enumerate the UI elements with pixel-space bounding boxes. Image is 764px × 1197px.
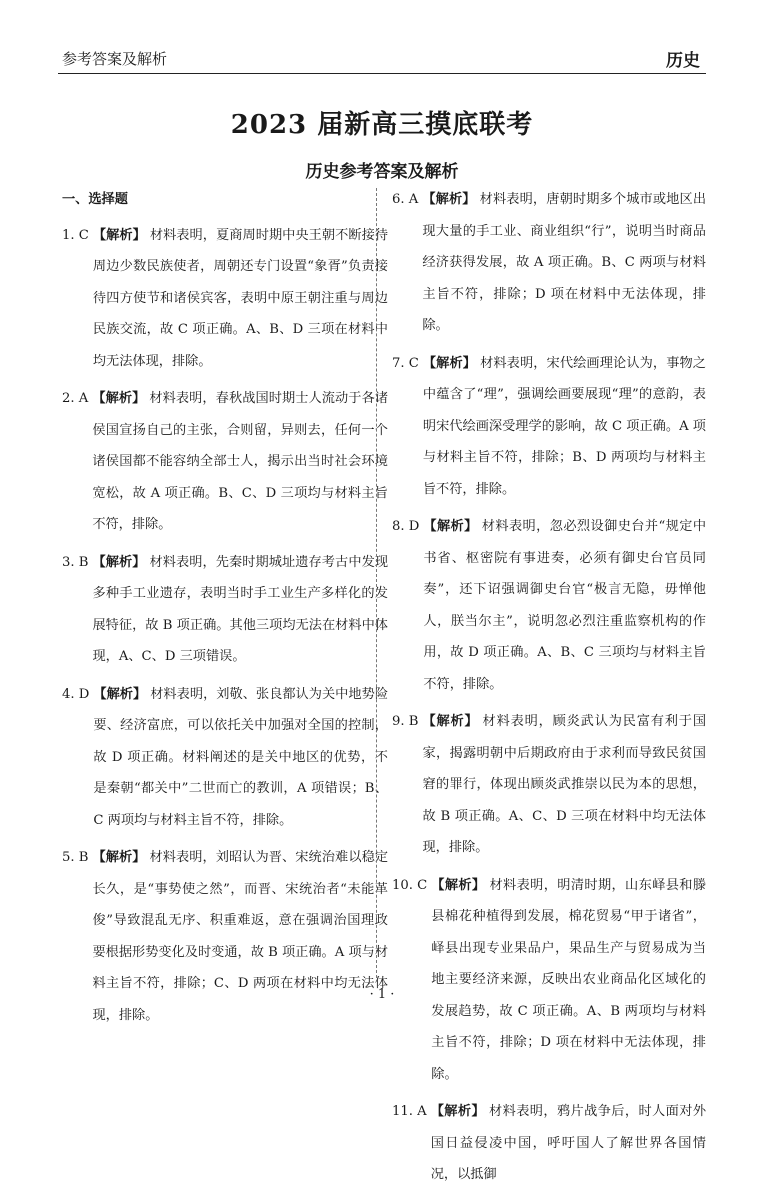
explanation-text: 材料表明，春秋战国时期士人流动于各诸侯国宣扬自己的主张，合则留，异则去，任何一个诸侯国都不能容纳全部士人，揭示出当时社会环境宽松，故 A 项正确。B、C、D 三项均与材料主旨不符，排除。 xyxy=(92,391,389,532)
analysis-tag: 【解析】 xyxy=(92,554,146,570)
answer-explanation xyxy=(423,511,706,700)
answer-number: 10. C xyxy=(392,877,428,893)
analysis-tag: 【解析】 xyxy=(423,519,478,534)
answer-item xyxy=(392,184,706,342)
page-number: · 1 · xyxy=(369,987,395,1002)
answer-explanation xyxy=(92,547,388,673)
explanation-text: 材料表明，先秦时期城址遗存考古中发现多种手工业遗存，表明当时手工业生产多样化的发展特征，故 B 项正确。其他三项均无法在材料中体现，A、C、D 三项错误。 xyxy=(92,554,389,664)
answer-number: 9. B xyxy=(392,714,419,729)
explanation-text: 材料表明，刘敬、张良都认为关中地势险要、经济富庶，可以依托关中加强对全国的控制，故 D 项正确。材料阐述的是关中地区的优势，不是秦朝“都关中”二世而亡的教训，A 项错误；B、C 两项均与材料主旨不符，排除。 xyxy=(93,686,389,828)
analysis-tag: 【解析】 xyxy=(422,192,476,207)
answer-item xyxy=(392,511,706,700)
answer-item xyxy=(62,383,388,541)
header-rule xyxy=(58,73,706,74)
page-subtitle: 历史参考答案及解析 xyxy=(305,162,459,182)
answer-item xyxy=(392,706,706,864)
answer-explanation xyxy=(92,842,388,1031)
explanation-text: 材料表明，忽必烈设御史台并“规定中书省、枢密院有事进奏，必须有御史台官员同奏”，还下诏强调御史台官“极言无隐，毋惮他人，朕当尔主”，说明忽必烈注重监察机构的作用，故 D 项正确。A、B、C 三项均与材料主旨不符，排除。 xyxy=(423,519,707,692)
answer-explanation xyxy=(431,1096,706,1191)
header-doc-type: 参考答案及解析 xyxy=(62,50,168,68)
section-heading: 一、选择题 xyxy=(62,192,128,207)
answer-number: 3. B xyxy=(62,554,89,570)
answer-item xyxy=(62,842,388,1031)
left-column xyxy=(62,184,388,1037)
analysis-tag: 【解析】 xyxy=(422,714,479,729)
explanation-text: 材料表明，宋代绘画理论认为，事物之中蕴含了“理”，强调绘画要展现“理”的意韵，表明宋代绘画深受理学的影响，故 C 项正确。A 项与材料主旨不符，排除；B、D 两项均与材料主旨不符，排除。 xyxy=(422,355,706,497)
analysis-tag: 【解析】 xyxy=(422,355,477,371)
explanation-text: 材料表明，顾炎武认为民富有利于国家，揭露明朝中后期政府由于求利而导致民贫国窘的罪行，体现出顾炎武推崇以民为本的思想，故 B 项正确。A、C、D 三项在材料中均无法体现，排除。 xyxy=(422,714,707,855)
explanation-text: 材料表明，明清时期，山东峄县和滕县棉花种植得到发展，棉花贸易“甲于诸省”，峄县出现专业果品户，果品生产与贸易成为当地主要经济来源，反映出农业商品化区域化的发展趋势，故 C 项正确。A、B 两项均与材料主旨不符，排除；D 项在材料中无法体现，排除。 xyxy=(431,877,707,1082)
answer-number: 8. D xyxy=(392,519,420,534)
answer-item xyxy=(62,220,388,378)
analysis-tag: 【解析】 xyxy=(430,1104,486,1119)
answer-explanation xyxy=(423,348,706,506)
analysis-tag: 【解析】 xyxy=(92,391,146,406)
analysis-tag: 【解析】 xyxy=(92,227,146,243)
left-answer-list xyxy=(62,220,388,1032)
answer-number: 6. A xyxy=(392,192,419,207)
explanation-text: 材料表明，夏商周时期中央王朝不断接待周边少数民族使者，周朝还专门设置“象胥”负责接待四方使节和诸侯宾客，表明中原王朝注重与周边民族交流，故 C 项正确。A、B、D 三项在材料中均无法体现，排除。 xyxy=(92,227,389,369)
column-divider xyxy=(376,188,377,978)
analysis-tag: 【解析】 xyxy=(93,686,147,702)
answer-item xyxy=(62,547,388,673)
answer-item xyxy=(392,870,706,1091)
answer-explanation xyxy=(93,679,388,837)
answer-explanation xyxy=(431,870,706,1091)
right-column xyxy=(392,184,706,1197)
answer-number: 2. A xyxy=(62,391,89,406)
header-subject: 历史 xyxy=(666,51,700,71)
answer-explanation xyxy=(93,220,388,378)
page-title: 2023 届新高三摸底联考 xyxy=(230,110,534,140)
answer-number: 11. A xyxy=(392,1104,427,1119)
analysis-tag: 【解析】 xyxy=(431,877,486,893)
explanation-text: 材料表明，唐朝时期多个城市或地区出现大量的手工业、商业组织“行”，说明当时商品经济获得发展，故 A 项正确。B、C 两项与材料主旨不符，排除；D 项在材料中无法体现，排除。 xyxy=(422,192,707,333)
answer-explanation xyxy=(92,383,388,541)
answer-number: 7. C xyxy=(392,355,419,371)
answer-number: 4. D xyxy=(62,686,90,702)
answer-number: 1. C xyxy=(62,227,89,243)
explanation-text: 材料表明，鸦片战争后，时人面对外国日益侵凌中国，呼吁国人了解世界各国情况，以抵御 xyxy=(430,1104,707,1182)
answer-explanation xyxy=(422,706,706,864)
explanation-text: 材料表明，刘昭认为晋、宋统治难以稳定长久，是“事势使之然”，而晋、宋统治者“未能革俊”导致混乱无序、积重难返，意在强调治国理政要根据形势变化及时变通，故 B 项正确。A 项与材料主旨不符，排除；C、D 两项在材料中均无法体现，排除。 xyxy=(92,850,389,1023)
analysis-tag: 【解析】 xyxy=(92,850,146,865)
answer-number: 5. B xyxy=(62,850,89,865)
answer-item xyxy=(392,1096,706,1191)
answer-item xyxy=(62,679,388,837)
right-answer-list xyxy=(392,184,706,1191)
answer-item xyxy=(392,348,706,506)
answer-explanation xyxy=(422,184,706,342)
